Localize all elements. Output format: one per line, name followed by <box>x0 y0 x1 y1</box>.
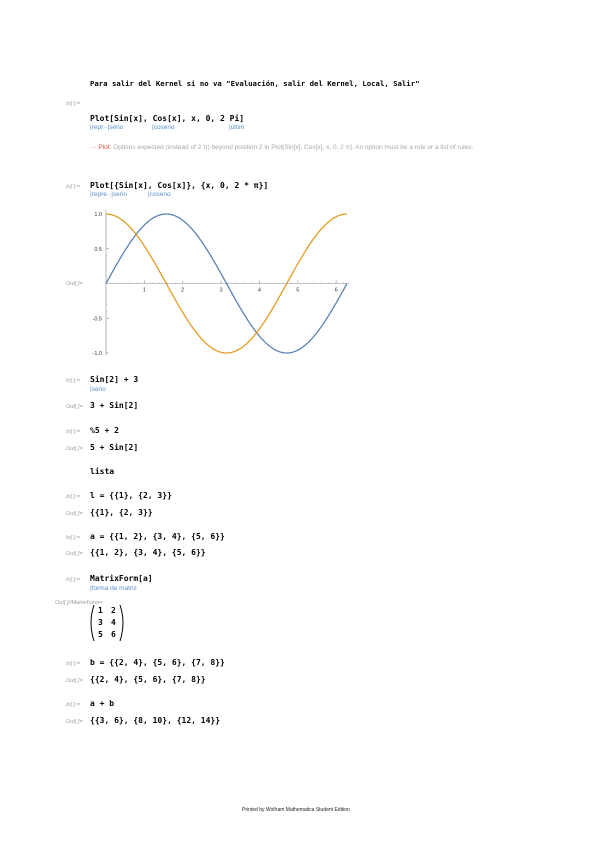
out-label: Out[ ]= <box>66 281 83 287</box>
output-cell: 5 + Sin[2] <box>90 443 139 452</box>
matrix-cell: 4 <box>111 618 116 627</box>
input-cell[interactable]: Plot[{Sin[x], Cos[x]}, {x, 0, 2 * π}] <box>90 181 269 190</box>
error-message <box>90 141 550 154</box>
input-cell[interactable]: Plot[Sin[x], Cos[x], x, 0, 2 Pi] <box>90 114 245 123</box>
plot-graphic[interactable] <box>80 200 360 365</box>
input-cell[interactable]: %5 + 2 <box>90 426 119 435</box>
input-cell[interactable]: MatrixForm[a] <box>90 574 153 583</box>
in-label: In[ ]:= <box>66 494 80 500</box>
out-label: Out[ ]//MatrixForm= <box>55 600 103 606</box>
input-cell[interactable]: b = {{2, 4}, {5, 6}, {7, 8}} <box>90 658 225 667</box>
autocomplete-hint: |repr··|seno <box>90 124 124 131</box>
input-cell[interactable]: a + b <box>90 699 115 708</box>
out-label: Out[ ]= <box>66 719 83 725</box>
autocomplete-hint: |forma de matriz <box>90 585 137 592</box>
output-cell: 3 + Sin[2] <box>90 401 139 410</box>
in-label: In[ ]:= <box>66 577 80 583</box>
matrix-cell: 1 <box>98 606 103 615</box>
y-tick-label: -0.5 <box>92 316 102 323</box>
message-text: Options expected (instead of 2 π) beyond position 2 in Plot[Sin[x], Cos[x], x, 0, 2 π]. An option must be a rule or a list of rules. <box>111 144 474 151</box>
x-tick-label: 5 <box>296 287 300 294</box>
message-tag: Plot: <box>98 144 112 151</box>
matrix-cell: 2 <box>111 606 116 615</box>
header-text: Para salir del Kernel si no va "Evaluación, salir del Kernel, Local, Salir" <box>90 79 420 88</box>
matrix-output <box>88 604 128 642</box>
out-label: Out[ ]= <box>66 551 83 557</box>
autocomplete-hint: |coseno <box>148 191 171 198</box>
x-tick-label: 4 <box>257 287 261 294</box>
out-label: Out[ ]= <box>66 511 83 517</box>
x-tick-label: 1 <box>142 287 146 294</box>
y-tick-label: -1.0 <box>92 351 102 357</box>
in-label: In[ ]:= <box>66 429 80 435</box>
in-label: In[ ]:= <box>66 661 80 667</box>
matrix-cell: 5 <box>98 630 103 639</box>
y-tick-label: 0.5 <box>94 246 102 253</box>
in-label: In[ ]:= <box>66 184 80 190</box>
input-cell[interactable]: Sin[2] + 3 <box>90 375 139 384</box>
output-cell: {{1}, {2, 3}} <box>90 508 153 517</box>
print-footer: Printed by Wolfram Mathematica Student Edition <box>242 807 350 813</box>
in-label: In[ ]:= <box>66 378 80 384</box>
output-cell: {{2, 4}, {5, 6}, {7, 8}} <box>90 675 206 684</box>
input-cell[interactable]: a = {{1, 2}, {3, 4}, {5, 6}} <box>90 532 225 541</box>
out-label: Out[ ]= <box>66 404 83 410</box>
x-tick-label: 2 <box>181 287 185 294</box>
x-tick-label: 3 <box>219 287 223 294</box>
output-cell: {{1, 2}, {3, 4}, {5, 6}} <box>90 548 206 557</box>
matrix-brackets <box>88 604 128 642</box>
autocomplete-hint: |últim <box>229 124 245 131</box>
matrix-cell: 3 <box>98 618 103 627</box>
x-tick-label: 6 <box>334 287 338 294</box>
out-label: Out[ ]= <box>66 678 83 684</box>
matrix-cell: 6 <box>111 630 116 639</box>
output-cell: {{3, 6}, {8, 10}, {12, 14}} <box>90 716 221 725</box>
in-label: In[ ]:= <box>66 702 80 708</box>
autocomplete-hint: |seno <box>90 386 106 393</box>
autocomplete-hint: |repre··|seno <box>90 191 127 198</box>
y-tick-label: 1.0 <box>94 212 102 218</box>
in-label: In[ ]:= <box>66 535 80 541</box>
in-label: In[ ]:= <box>66 101 80 107</box>
message-icon[interactable]: ··· <box>90 144 97 151</box>
text-cell: lista <box>90 467 115 476</box>
input-cell[interactable]: l = {{1}, {2, 3}} <box>90 491 172 500</box>
autocomplete-hint: |coseno <box>152 124 175 131</box>
out-label: Out[ ]= <box>66 446 83 452</box>
